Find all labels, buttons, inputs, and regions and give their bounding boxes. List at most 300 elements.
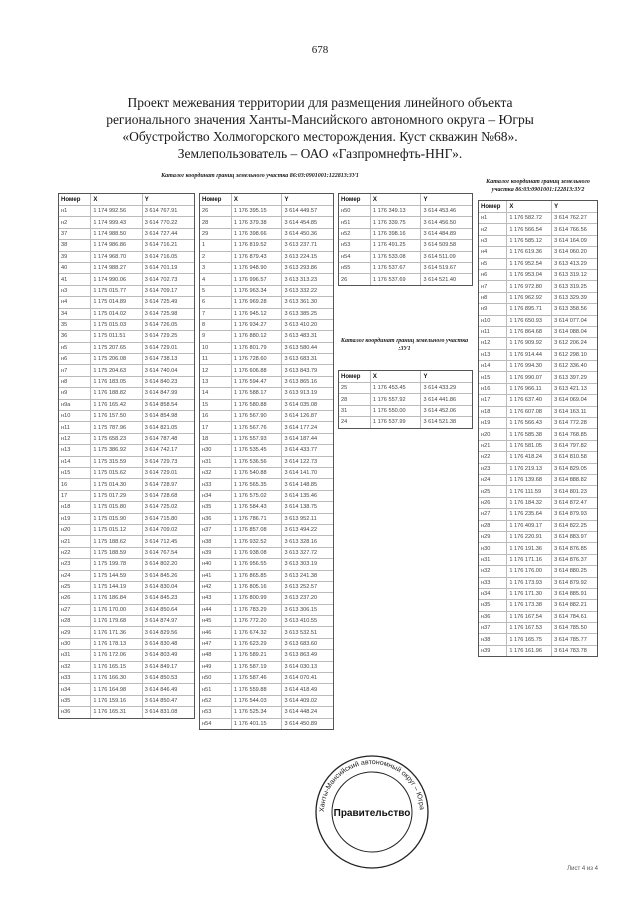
- table-cell: 11: [200, 354, 232, 364]
- table-cell: н36: [59, 707, 91, 717]
- table-cell: 3 614 454.85: [284, 219, 318, 226]
- table-cell: н32: [59, 662, 91, 672]
- table-row: [59, 286, 194, 297]
- table-row: [200, 673, 333, 684]
- table-row: [59, 548, 194, 559]
- table-cell: 1 176 173.38: [507, 600, 552, 610]
- table-cell: 1 175 787.96: [91, 422, 142, 432]
- table-cell: н39: [200, 548, 232, 558]
- table-cell: 3: [200, 263, 232, 273]
- table-row: [59, 650, 194, 661]
- table-cell: н34: [200, 491, 232, 501]
- table-cell: 1 176 491.25: [371, 240, 422, 250]
- table-cell: 1 176 161.96: [507, 646, 552, 656]
- header-cell: Номер: [339, 194, 371, 205]
- table-cell: 39: [59, 252, 91, 262]
- table-row: [479, 600, 597, 611]
- table-cell: 3 614 801.23: [554, 488, 587, 495]
- table-cell: н17: [479, 395, 507, 405]
- table-cell: 1 176 339.75: [371, 217, 422, 227]
- table-cell: н35: [479, 600, 507, 610]
- table-cell: 1 176 235.64: [507, 509, 552, 519]
- table-cell: 3 614 122.73: [284, 458, 318, 465]
- table-row: [200, 422, 333, 433]
- table-cell: н28: [59, 616, 91, 626]
- table-row: [59, 491, 194, 502]
- table-cell: 1 176 990.07: [507, 372, 552, 382]
- table-cell: 3 614 450.36: [284, 230, 318, 237]
- table-row: [59, 309, 194, 320]
- table-row: [200, 434, 333, 445]
- table-cell: 1 176 537.69: [371, 274, 422, 284]
- table-cell: н13: [59, 445, 91, 455]
- table-cell: 3 614 858.54: [144, 401, 178, 408]
- table-cell: н51: [339, 217, 371, 227]
- table-cell: 1 176 171.16: [507, 555, 552, 565]
- table-cell: 1 176 953.04: [507, 270, 552, 280]
- table-cell: 3 614 030.13: [284, 663, 318, 670]
- table-cell: 3 614 449.57: [284, 208, 318, 215]
- table-cell: 1 175 015.80: [91, 502, 142, 512]
- header-cell: X: [371, 371, 422, 382]
- table-cell: 3 613 329.39: [554, 294, 587, 301]
- table-cell: н4: [479, 247, 507, 257]
- table-cell: н50: [339, 206, 371, 216]
- table-cell: н40: [200, 559, 232, 569]
- table-cell: 3 614 509.58: [423, 242, 457, 249]
- table-cell: 1 176 581.05: [507, 441, 552, 451]
- table-row: [59, 343, 194, 354]
- table-cell: 3 613 313.23: [284, 276, 318, 283]
- table-cell: 1 176 587.46: [232, 673, 283, 683]
- table-cell: 3 613 237.71: [284, 242, 318, 249]
- table-cell: 3 614 060.20: [554, 249, 587, 256]
- table-cell: н19: [479, 418, 507, 428]
- table-row: [479, 327, 597, 338]
- table-cell: 1 176 186.84: [91, 593, 142, 603]
- coordinate-table-5: [478, 200, 598, 657]
- table-row: [59, 559, 194, 570]
- table-cell: 1 176 966.11: [507, 384, 552, 394]
- table-cell: н6: [479, 270, 507, 280]
- title-line: «Обустройство Холмогорского месторождения. Куст скважин №68».: [122, 129, 518, 144]
- table-row: [479, 543, 597, 554]
- table-row: [479, 589, 597, 600]
- table-row: [59, 263, 194, 274]
- table-cell: 1 176 184.32: [507, 498, 552, 508]
- table-cell: 3 614 810.58: [554, 454, 587, 461]
- table-cell: н33: [479, 578, 507, 588]
- table-cell: 3 614 803.49: [144, 652, 178, 659]
- table-cell: н36: [479, 612, 507, 622]
- table-cell: 3 614 830.48: [144, 641, 178, 648]
- table-cell: н51: [200, 684, 232, 694]
- table-row: [59, 593, 194, 604]
- table-row: [479, 464, 597, 475]
- table-cell: 18: [200, 434, 232, 444]
- table-cell: 1 176 537.99: [371, 417, 422, 427]
- table-cell: н52: [200, 696, 232, 706]
- table-row: [59, 206, 194, 217]
- table-row: [200, 479, 333, 490]
- table-cell: 3 614 879.93: [554, 511, 587, 518]
- table-row: [479, 270, 597, 281]
- table-cell: 1 176 963.34: [232, 286, 283, 296]
- table-cell: 1 176 805.16: [232, 582, 283, 592]
- table-cell: 26: [200, 206, 232, 216]
- table-cell: н5: [59, 343, 91, 353]
- table-cell: 3 614 725.49: [144, 299, 178, 306]
- table-cell: н37: [200, 525, 232, 535]
- table-row: [200, 468, 333, 479]
- table-cell: 1 174 968.70: [91, 252, 142, 262]
- table-cell: 1 176 398.66: [232, 229, 283, 239]
- header-cell: X: [91, 194, 142, 205]
- table-cell: 1 176 220.91: [507, 532, 552, 542]
- table-cell: 1 176 972.80: [507, 281, 552, 291]
- table-cell: н21: [479, 441, 507, 451]
- table-cell: н29: [59, 627, 91, 637]
- header-cell: Номер: [59, 194, 91, 205]
- table-cell: 3 614 874.97: [144, 618, 178, 625]
- table-row: [200, 229, 333, 240]
- table-cell: 3 612 206.24: [554, 340, 587, 347]
- table-cell: 3 613 952.11: [284, 515, 317, 522]
- table-cell: 12: [200, 365, 232, 375]
- table-cell: 1 176 956.55: [232, 559, 283, 569]
- table-cell: 3 614 770.22: [144, 219, 178, 226]
- table-cell: н3: [479, 236, 507, 246]
- table-cell: 13: [200, 377, 232, 387]
- table-cell: 3 613 237.20: [284, 595, 318, 602]
- table-cell: 3 614 829.05: [554, 465, 587, 472]
- table-row: [59, 616, 194, 627]
- table-row: [59, 252, 194, 263]
- table-cell: 1 176 409.17: [507, 521, 552, 531]
- table-row: [200, 684, 333, 695]
- table-cell: н43: [200, 593, 232, 603]
- table-cell: 3 614 709.17: [144, 287, 178, 294]
- table-cell: н20: [479, 429, 507, 439]
- table-row: [59, 331, 194, 342]
- table-cell: 1 176 994.30: [507, 361, 552, 371]
- table-cell: 1 176 819.52: [232, 240, 283, 250]
- table-cell: 1 176 783.29: [232, 605, 283, 615]
- table-cell: 3 614 088.04: [554, 329, 587, 336]
- table-cell: н55: [339, 263, 371, 273]
- table-cell: 3 614 821.05: [144, 424, 178, 431]
- table-cell: 1 176 969.28: [232, 297, 283, 307]
- table-cell: н50: [200, 673, 232, 683]
- table-header-row: [200, 194, 333, 206]
- table-cell: 3 614 854.98: [144, 413, 178, 420]
- table-cell: 17: [59, 491, 91, 501]
- table-cell: 1 176 607.08: [507, 407, 552, 417]
- table-row: [200, 411, 333, 422]
- table-row: [479, 281, 597, 292]
- table-cell: 1 176 418.24: [507, 452, 552, 462]
- table-cell: 1 176 453.45: [371, 383, 422, 393]
- table-cell: н27: [59, 605, 91, 615]
- table-cell: н26: [479, 498, 507, 508]
- table1-title: Каталог координат границ земельного участка 86:03:0901001:122813:ЗУ1: [161, 173, 359, 179]
- table-cell: н49: [200, 662, 232, 672]
- table-cell: н44: [200, 605, 232, 615]
- table-cell: 1 176 880.12: [232, 331, 283, 341]
- table-cell: 3 614 784.61: [554, 613, 587, 620]
- table-row: [200, 217, 333, 228]
- table-cell: 1 176 525.34: [232, 707, 283, 717]
- table-cell: 3 614 141.70: [284, 470, 318, 477]
- table-cell: н15: [479, 372, 507, 382]
- table-cell: 3 613 328.16: [284, 538, 318, 545]
- table-cell: н15: [59, 468, 91, 478]
- table-cell: 1 176 566.43: [507, 418, 552, 428]
- table-cell: 3 614 716.05: [144, 253, 178, 260]
- table-cell: 3 614 849.17: [144, 663, 178, 670]
- table-cell: 10: [200, 343, 232, 353]
- table-cell: 3 614 768.85: [554, 431, 587, 438]
- table-row: [59, 639, 194, 650]
- table-row: [479, 441, 597, 452]
- table-row: [479, 475, 597, 486]
- table-cell: 1 176 188.82: [91, 388, 142, 398]
- header-cell: Y: [144, 196, 149, 203]
- table-cell: 16: [200, 411, 232, 421]
- table-row: [479, 361, 597, 372]
- table-cell: 3 614 521.38: [423, 419, 457, 426]
- table-cell: н33: [200, 479, 232, 489]
- table-row: [479, 213, 597, 224]
- table-cell: 3 614 767.54: [144, 549, 178, 556]
- table-cell: 3 614 448.24: [284, 709, 318, 716]
- table-cell: 3 614 702.73: [144, 276, 178, 283]
- table-cell: н1: [479, 213, 507, 223]
- table-cell: н9: [59, 388, 91, 398]
- table-cell: н38: [479, 634, 507, 644]
- table-cell: 1 176 171.36: [91, 627, 142, 637]
- header-cell: X: [371, 194, 422, 205]
- table-cell: 1 176 565.35: [232, 479, 283, 489]
- table-row: [479, 646, 597, 656]
- table-cell: 3 614 729.01: [144, 344, 178, 351]
- table-cell: 1 174 988.27: [91, 263, 142, 273]
- table-cell: 14: [200, 388, 232, 398]
- table-cell: н8: [59, 377, 91, 387]
- table-cell: 1 175 144.59: [91, 571, 142, 581]
- table-row: [59, 445, 194, 456]
- table-cell: 1 176 800.99: [232, 593, 283, 603]
- table-cell: 1 175 658.23: [91, 434, 142, 444]
- table-cell: 1 176 557.93: [232, 434, 283, 444]
- table-cell: 3 614 830.04: [144, 584, 178, 591]
- table-row: [479, 395, 597, 406]
- table-row: [59, 411, 194, 422]
- table-cell: 3 614 742.17: [144, 447, 178, 454]
- table-cell: 3 613 252.57: [284, 584, 318, 591]
- table-cell: 3 614 409.02: [284, 697, 318, 704]
- table-cell: 3 614 785.50: [554, 625, 587, 632]
- table-row: [200, 365, 333, 376]
- table-row: [200, 400, 333, 411]
- table-row: [479, 316, 597, 327]
- table-row: [200, 388, 333, 399]
- table-row: [59, 217, 194, 228]
- table-cell: 3 614 729.25: [144, 333, 178, 340]
- table-cell: н7: [59, 365, 91, 375]
- table-row: [59, 662, 194, 673]
- table-cell: 36: [59, 331, 91, 341]
- table-cell: 1 176 544.03: [232, 696, 283, 706]
- table-cell: 3 614 829.56: [144, 629, 178, 636]
- table-cell: 1 176 164.98: [91, 684, 142, 694]
- table-cell: 3 614 163.11: [554, 408, 587, 415]
- table-row: [479, 372, 597, 383]
- table-row: [479, 532, 597, 543]
- table-row: [339, 252, 472, 263]
- table-cell: 1 176 728.60: [232, 354, 283, 364]
- table-row: [339, 274, 472, 284]
- table-cell: 3 613 397.29: [554, 374, 587, 381]
- table-cell: 3 614 450.89: [284, 720, 318, 727]
- table-row: [200, 605, 333, 616]
- table-cell: 1 176 857.08: [232, 525, 283, 535]
- table-row: [200, 445, 333, 456]
- table-cell: 1 176 864.68: [507, 327, 552, 337]
- table-row: [59, 229, 194, 240]
- table-cell: 1 175 015.90: [91, 514, 142, 524]
- table-cell: 34: [59, 309, 91, 319]
- table-row: [200, 627, 333, 638]
- table-cell: 3 613 332.22: [284, 287, 318, 294]
- table-cell: н16: [479, 384, 507, 394]
- table-cell: 3 614 787.48: [144, 436, 178, 442]
- table-cell: 1 176 566.54: [507, 224, 552, 234]
- table-cell: 3 614 126.87: [284, 413, 318, 420]
- table-cell: 3 614 418.49: [284, 686, 318, 693]
- table-cell: 3 614 822.25: [554, 522, 587, 529]
- table-row: [59, 536, 194, 547]
- table-row: [200, 707, 333, 718]
- header-cell: Y: [423, 196, 428, 203]
- table-cell: 1 176 219.13: [507, 464, 552, 474]
- table-row: [200, 491, 333, 502]
- svg-text:Ханты-Мансийский автономный ок: Ханты-Мансийский автономный округ – Югра: [318, 758, 425, 813]
- table-cell: 1 176 582.72: [507, 213, 552, 223]
- table-cell: 3 614 187.44: [284, 436, 318, 442]
- table-cell: 3 614 762.27: [554, 215, 587, 222]
- table-cell: н11: [59, 422, 91, 432]
- table-row: [339, 406, 472, 417]
- table-cell: 4: [200, 274, 232, 284]
- coordinate-table-1: [58, 193, 195, 719]
- table-cell: 1 176 537.67: [371, 263, 422, 273]
- table-cell: 3 614 433.77: [284, 447, 318, 454]
- table-cell: 17: [200, 422, 232, 432]
- document-title: [70, 94, 570, 162]
- table-cell: н54: [200, 719, 232, 729]
- table-cell: 3 612 336.40: [554, 363, 587, 370]
- table-cell: 1 176 932.52: [232, 536, 283, 546]
- table-row: [59, 571, 194, 582]
- table-cell: 1 176 165.42: [91, 400, 142, 410]
- table-row: [200, 650, 333, 661]
- table-cell: 3 613 385.25: [284, 310, 318, 317]
- table-cell: 3 614 519.67: [423, 265, 457, 272]
- table-cell: 3 613 843.79: [284, 367, 318, 374]
- table-cell: н6: [59, 354, 91, 364]
- table-row: [200, 297, 333, 308]
- table-row: [59, 457, 194, 468]
- table-cell: 28: [339, 394, 371, 404]
- table-row: [200, 457, 333, 468]
- table-row: [339, 263, 472, 274]
- table-row: [479, 429, 597, 440]
- table-row: [479, 486, 597, 497]
- table-cell: 3 613 494.22: [284, 527, 318, 534]
- table-cell: 1 176 173.93: [507, 578, 552, 588]
- table-cell: 1 176 395.15: [232, 206, 283, 216]
- table-cell: 3 614 441.86: [423, 396, 457, 403]
- title-line: регионального значения Ханты-Мансийского автономного округа – Югры: [106, 112, 534, 127]
- table-row: [200, 274, 333, 285]
- table-cell: 1 176 401.15: [232, 719, 283, 729]
- table-cell: 1 176 895.71: [507, 304, 552, 314]
- table-cell: 3 614 484.89: [423, 230, 457, 237]
- table-cell: н18: [59, 502, 91, 512]
- table-row: [200, 240, 333, 251]
- table-cell: 1 176 166.30: [91, 673, 142, 683]
- table-cell: 40: [59, 263, 91, 273]
- table5-title: Каталог координат границ земельного участка 86:03:0901001:122813:ЗУ2: [486, 179, 590, 193]
- table-cell: н11: [479, 327, 507, 337]
- table-cell: 1 175 315.59: [91, 457, 142, 467]
- table-cell: н30: [479, 543, 507, 553]
- table-cell: 1 175 015.62: [91, 468, 142, 478]
- table-cell: 3 614 701.19: [144, 265, 178, 272]
- table-cell: 1 176 398.16: [371, 229, 422, 239]
- table-cell: н35: [59, 696, 91, 706]
- table-cell: 3 614 164.09: [554, 237, 587, 244]
- table-row: [339, 217, 472, 228]
- table-row: [59, 365, 194, 376]
- table-row: [200, 525, 333, 536]
- table-cell: 3 614 888.82: [554, 477, 587, 484]
- table-cell: 1 175 204.63: [91, 365, 142, 375]
- table-cell: 1 176 557.92: [371, 394, 422, 404]
- table-cell: 3 614 069.04: [554, 397, 587, 404]
- table-cell: 1 176 786.71: [232, 514, 283, 524]
- table-cell: 1 176 865.85: [232, 571, 283, 581]
- table-row: [59, 627, 194, 638]
- table-cell: 3 613 410.20: [284, 322, 318, 329]
- table-cell: 8: [200, 320, 232, 330]
- table-cell: 3 614 712.45: [144, 538, 178, 545]
- table-row: [339, 394, 472, 405]
- table-cell: н37: [479, 623, 507, 633]
- table-cell: 6: [200, 297, 232, 307]
- table-cell: 1 176 379.38: [232, 217, 283, 227]
- table-cell: 1 176 111.59: [507, 486, 552, 496]
- table-cell: 1 176 167.53: [507, 623, 552, 633]
- table-cell: 3 613 913.19: [284, 390, 318, 397]
- table-row: [479, 612, 597, 623]
- table4-title: Каталог координат границ земельного участка :ЗУ1: [340, 338, 469, 352]
- table-row: [59, 684, 194, 695]
- table-cell: 3 614 738.13: [144, 356, 178, 363]
- table-row: [479, 350, 597, 361]
- table-cell: 1 176 559.88: [232, 684, 283, 694]
